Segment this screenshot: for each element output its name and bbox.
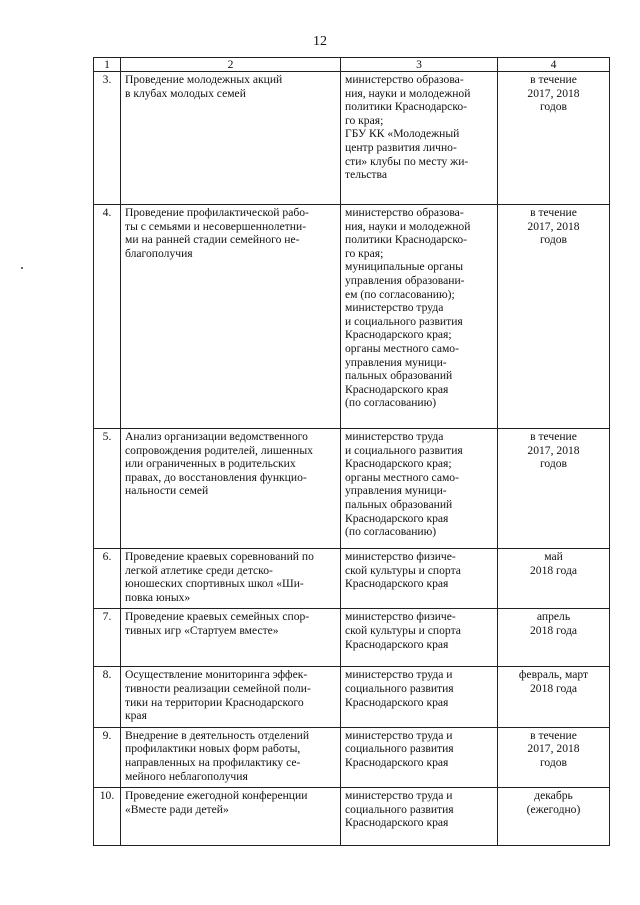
executors-line: Краснодарского края bbox=[345, 382, 449, 396]
executors bbox=[341, 429, 498, 549]
executors-line: органы местного само- bbox=[345, 470, 459, 484]
event-description-line: Проведение ежегодной конференции bbox=[125, 789, 308, 803]
executors-line: социального развития bbox=[345, 742, 454, 756]
executors-line: министерство труда и bbox=[345, 728, 453, 742]
execution-term-line: (ежегодно) bbox=[526, 802, 581, 816]
executors-line: Краснодарского края; bbox=[345, 457, 452, 471]
execution-term-line: 2018 года bbox=[529, 623, 578, 637]
event-description-line: Проведение краевых семейных спор- bbox=[125, 610, 310, 624]
executors-line: ем (по согласованию); bbox=[345, 287, 455, 301]
table-header bbox=[94, 58, 610, 72]
table-row bbox=[94, 667, 610, 727]
header-row bbox=[94, 58, 610, 72]
executors-line: Краснодарского края bbox=[345, 695, 449, 709]
table-row bbox=[94, 72, 610, 205]
executors-line: центр развития лично- bbox=[345, 140, 457, 154]
executors-line: социального развития bbox=[345, 681, 454, 695]
row-number: 3. bbox=[94, 72, 121, 205]
event-description-line: профилактики новых форм работы, bbox=[125, 742, 301, 756]
event-description-line: Проведение профилактической рабо- bbox=[125, 206, 309, 219]
executors-line: сти» клубы по месту жи- bbox=[345, 154, 469, 168]
executors-line: го края; bbox=[345, 113, 384, 127]
row-number: 10. bbox=[94, 788, 121, 846]
executors-line: Краснодарского края bbox=[345, 577, 449, 591]
table-row bbox=[94, 549, 610, 609]
table-row bbox=[94, 429, 610, 549]
event-description-line: повка юных» bbox=[125, 590, 191, 604]
table-row bbox=[94, 788, 610, 846]
executors-line: Краснодарского края bbox=[345, 637, 449, 651]
event-description-line: тивных игр «Стартуем вместе» bbox=[125, 623, 279, 637]
executors-line: (по согласованию) bbox=[345, 396, 437, 410]
executors bbox=[341, 727, 498, 787]
executors-line: министерство труда bbox=[345, 301, 444, 315]
event-description-line: юношеских спортивных школ «Ши- bbox=[125, 577, 304, 591]
executors bbox=[341, 788, 498, 846]
row-number: 8. bbox=[94, 667, 121, 727]
execution-term-line: в течение bbox=[530, 73, 577, 86]
execution-term-line: 2017, 2018 bbox=[527, 742, 580, 756]
execution-term-line: май bbox=[544, 550, 563, 563]
executors-line: муниципальные органы bbox=[345, 260, 464, 274]
execution-term-line: апрель bbox=[536, 610, 571, 624]
execution-term-line: годов bbox=[539, 233, 568, 247]
executors-line: тельства bbox=[345, 168, 387, 182]
executors-line: пальных образований bbox=[345, 369, 453, 383]
execution-term-line: годов bbox=[539, 100, 568, 114]
event-description bbox=[121, 609, 341, 667]
event-description bbox=[121, 667, 341, 727]
executors bbox=[341, 609, 498, 667]
executors-line: управления муници- bbox=[345, 355, 447, 369]
executors-line: ской культуры и спорта bbox=[345, 623, 461, 637]
execution-term-line: 2018 года bbox=[529, 681, 578, 695]
execution-term bbox=[498, 788, 610, 846]
execution-term-line: февраль, март bbox=[518, 668, 589, 682]
col-header-3: 3 bbox=[341, 58, 498, 72]
executors bbox=[341, 549, 498, 609]
event-description-line: в клубах молодых семей bbox=[125, 86, 246, 100]
row-number: 9. bbox=[94, 727, 121, 787]
event-description-line: нальности семей bbox=[125, 484, 209, 498]
event-description bbox=[121, 72, 341, 205]
event-description bbox=[121, 429, 341, 549]
page-number: 12 bbox=[313, 34, 327, 49]
row-number: 5. bbox=[94, 429, 121, 549]
event-description-line: тивности реализации семейной поли- bbox=[125, 681, 311, 695]
executors-line: органы местного само- bbox=[345, 341, 459, 355]
executors-line: ния, науки и молодежной bbox=[345, 219, 471, 233]
event-description-line: Проведение краевых соревнований по bbox=[125, 550, 314, 563]
executors-line: министерство труда bbox=[345, 430, 444, 443]
executors-line: управления муници- bbox=[345, 484, 447, 498]
execution-term bbox=[498, 727, 610, 787]
execution-term-line: 2017, 2018 bbox=[527, 443, 580, 457]
executors-line: управления образовани- bbox=[345, 273, 465, 287]
execution-term bbox=[498, 667, 610, 727]
executors bbox=[341, 667, 498, 727]
execution-term bbox=[498, 609, 610, 667]
execution-term-line: 2017, 2018 bbox=[527, 219, 580, 233]
table-row bbox=[94, 205, 610, 429]
executors-line: политики Краснодарско- bbox=[345, 100, 468, 114]
execution-term bbox=[498, 429, 610, 549]
event-description-line: Проведение молодежных акций bbox=[125, 73, 283, 86]
execution-term-line: в течение bbox=[530, 206, 577, 219]
event-description-line: сопровождения родителей, лишенных bbox=[125, 443, 313, 457]
execution-term-line: годов bbox=[539, 755, 568, 769]
action-plan-table bbox=[93, 57, 610, 846]
executors-line: ГБУ КК «Молодежный bbox=[345, 127, 460, 141]
event-description-line: ты с семьями и несовершеннолетни- bbox=[125, 219, 307, 233]
executors bbox=[341, 72, 498, 205]
execution-term bbox=[498, 205, 610, 429]
executors-line: министерство физиче- bbox=[345, 550, 456, 563]
executors-line: министерство образова- bbox=[345, 73, 464, 86]
event-description bbox=[121, 205, 341, 429]
execution-term-line: в течение bbox=[530, 728, 577, 742]
row-number: 4. bbox=[94, 205, 121, 429]
table-row bbox=[94, 727, 610, 787]
execution-term-line: 2018 года bbox=[529, 563, 578, 577]
executors bbox=[341, 205, 498, 429]
executors-line: социального развития bbox=[345, 802, 454, 816]
execution-term-line: годов bbox=[539, 457, 568, 471]
table-body bbox=[94, 72, 610, 846]
event-description-line: тики на территории Краснодарского bbox=[125, 695, 304, 709]
event-description-line: легкой атлетике среди детско- bbox=[125, 563, 273, 577]
event-description-line: «Вместе ради детей» bbox=[125, 802, 229, 816]
event-description-line: Анализ организации ведомственного bbox=[125, 430, 308, 443]
executors-line: министерство труда и bbox=[345, 668, 453, 682]
col-header-4: 4 bbox=[498, 58, 610, 72]
execution-term-line: 2017, 2018 bbox=[527, 86, 580, 100]
executors-line: ния, науки и молодежной bbox=[345, 86, 471, 100]
executors-line: Краснодарского края bbox=[345, 816, 449, 830]
event-description-line: края bbox=[125, 709, 147, 723]
event-description-line: Осуществление мониторинга эффек- bbox=[125, 668, 308, 682]
event-description-line: правах, до восстановления функцио- bbox=[125, 470, 307, 484]
executors-line: (по согласованию) bbox=[345, 525, 437, 539]
event-description-line: или ограниченных в родительских bbox=[125, 457, 296, 471]
executors-line: министерство физиче- bbox=[345, 610, 456, 624]
row-number: 6. bbox=[94, 549, 121, 609]
event-description-line: ми на ранней стадии семейного не- bbox=[125, 233, 300, 247]
table-row bbox=[94, 609, 610, 667]
scan-speck bbox=[21, 267, 23, 269]
event-description-line: Внедрение в деятельность отделений bbox=[125, 728, 310, 742]
executors-line: Краснодарского края; bbox=[345, 328, 452, 342]
event-description-line: благополучия bbox=[125, 246, 193, 260]
event-description bbox=[121, 727, 341, 787]
execution-term bbox=[498, 549, 610, 609]
executors-line: Краснодарского края bbox=[345, 511, 449, 525]
event-description bbox=[121, 788, 341, 846]
executors-line: Краснодарского края bbox=[345, 755, 449, 769]
executors-line: политики Краснодарско- bbox=[345, 233, 468, 247]
execution-term-line: декабрь bbox=[534, 789, 573, 803]
col-header-2: 2 bbox=[121, 58, 341, 72]
executors-line: и социального развития bbox=[345, 314, 463, 328]
event-description-line: мейного неблагополучия bbox=[125, 769, 248, 783]
executors-line: и социального развития bbox=[345, 443, 463, 457]
executors-line: ской культуры и спорта bbox=[345, 563, 461, 577]
event-description-line: направленных на профилактику се- bbox=[125, 755, 301, 769]
event-description bbox=[121, 549, 341, 609]
col-header-1: 1 bbox=[94, 58, 121, 72]
execution-term bbox=[498, 72, 610, 205]
executors-line: го края; bbox=[345, 246, 384, 260]
executors-line: пальных образований bbox=[345, 497, 453, 511]
executors-line: министерство образова- bbox=[345, 206, 464, 219]
row-number: 7. bbox=[94, 609, 121, 667]
executors-line: министерство труда и bbox=[345, 789, 453, 803]
execution-term-line: в течение bbox=[530, 430, 577, 443]
